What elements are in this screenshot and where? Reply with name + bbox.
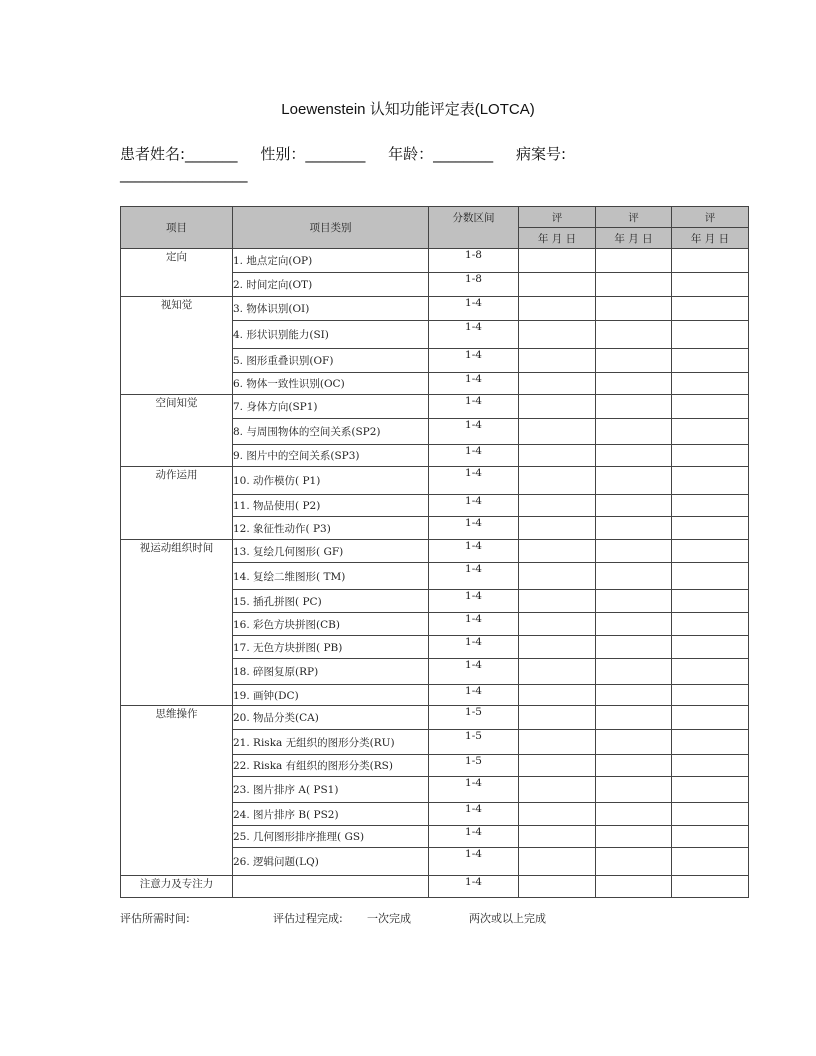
item-cell: 20. 物品分类(CA) bbox=[233, 706, 429, 730]
item-cell: 18. 碎图复原(RP) bbox=[233, 659, 429, 685]
score-entry-cell-2[interactable] bbox=[596, 373, 672, 395]
item-cell: 25. 几何图形排序推理( GS) bbox=[233, 826, 429, 848]
score-range-cell: 1-4 bbox=[429, 395, 519, 419]
score-range-cell: 1-5 bbox=[429, 730, 519, 755]
item-cell: 7. 身体方向(SP1) bbox=[233, 395, 429, 419]
score-entry-cell-2[interactable] bbox=[596, 590, 672, 613]
score-range-cell: 1-4 bbox=[429, 848, 519, 876]
header-eval-1: 评 bbox=[519, 207, 596, 228]
score-entry-cell-3[interactable] bbox=[672, 777, 749, 803]
score-entry-cell-1[interactable] bbox=[519, 706, 596, 730]
lotca-table bbox=[120, 206, 749, 898]
score-entry-cell-2[interactable] bbox=[596, 445, 672, 467]
score-entry-cell-2[interactable] bbox=[596, 777, 672, 803]
patient-name-field: 患者姓名:_______ bbox=[120, 145, 238, 163]
score-entry-cell-3[interactable] bbox=[672, 297, 749, 321]
table-row bbox=[121, 467, 749, 495]
score-entry-cell-2[interactable] bbox=[596, 419, 672, 445]
item-cell: 22. Riska 有组织的图形分类(RS) bbox=[233, 755, 429, 777]
score-entry-cell-1[interactable] bbox=[519, 249, 596, 273]
item-cell: 15. 插孔拼图( PC) bbox=[233, 590, 429, 613]
score-entry-cell-1[interactable] bbox=[519, 419, 596, 445]
footer-time-label: 评估所需时间: bbox=[120, 912, 190, 925]
item-cell: 1. 地点定向(OP) bbox=[233, 249, 429, 273]
score-range-cell: 1-4 bbox=[429, 467, 519, 495]
header-range: 分数区间 bbox=[429, 207, 519, 249]
score-range-cell: 1-4 bbox=[429, 590, 519, 613]
score-entry-cell-2[interactable] bbox=[596, 273, 672, 297]
item-cell: 8. 与周围物体的空间关系(SP2) bbox=[233, 419, 429, 445]
score-entry-cell-1[interactable] bbox=[519, 297, 596, 321]
table-row bbox=[121, 249, 749, 273]
score-entry-cell-1[interactable] bbox=[519, 613, 596, 636]
header-eval-2: 评 bbox=[596, 207, 672, 228]
score-entry-cell-1[interactable] bbox=[519, 467, 596, 495]
category-cell: 视知觉 bbox=[121, 297, 233, 395]
score-entry-cell-3[interactable] bbox=[672, 636, 749, 659]
score-entry-cell-3[interactable] bbox=[672, 321, 749, 349]
score-entry-cell-3[interactable] bbox=[672, 373, 749, 395]
table-row bbox=[121, 706, 749, 730]
score-entry-cell-1[interactable] bbox=[519, 563, 596, 590]
score-entry-cell-2[interactable] bbox=[596, 706, 672, 730]
score-range-cell: 1-5 bbox=[429, 755, 519, 777]
category-cell: 视运动组织时间 bbox=[121, 540, 233, 706]
score-entry-cell-1[interactable] bbox=[519, 373, 596, 395]
score-entry-cell-1[interactable] bbox=[519, 876, 596, 898]
score-entry-cell-2[interactable] bbox=[596, 395, 672, 419]
score-range-cell: 1-4 bbox=[429, 540, 519, 563]
header-item: 项目 bbox=[121, 207, 233, 249]
case-number-blank: _________________ bbox=[120, 165, 248, 183]
score-entry-cell-1[interactable] bbox=[519, 517, 596, 540]
score-entry-cell-2[interactable] bbox=[596, 755, 672, 777]
header-eval-3: 评 bbox=[672, 207, 749, 228]
score-range-cell: 1-4 bbox=[429, 826, 519, 848]
score-entry-cell-2[interactable] bbox=[596, 659, 672, 685]
score-entry-cell-3[interactable] bbox=[672, 395, 749, 419]
page-title: Loewenstein 认知功能评定表(LOTCA) bbox=[281, 101, 535, 118]
score-range-cell: 1-4 bbox=[429, 636, 519, 659]
score-entry-cell-1[interactable] bbox=[519, 685, 596, 706]
patient-info-line bbox=[120, 143, 566, 164]
footer-twice-option: 两次或以上完成 bbox=[469, 912, 546, 925]
score-entry-cell-3[interactable] bbox=[672, 273, 749, 297]
score-entry-cell-1[interactable] bbox=[519, 349, 596, 373]
score-entry-cell-3[interactable] bbox=[672, 730, 749, 755]
item-cell: 19. 画钟(DC) bbox=[233, 685, 429, 706]
score-range-cell: 1-4 bbox=[429, 803, 519, 826]
case-number-label: 病案号: bbox=[515, 145, 566, 163]
score-entry-cell-3[interactable] bbox=[672, 467, 749, 495]
score-range-cell: 1-4 bbox=[429, 659, 519, 685]
category-cell: 注意力及专注力 bbox=[121, 876, 233, 898]
score-entry-cell-3[interactable] bbox=[672, 613, 749, 636]
score-entry-cell-3[interactable] bbox=[672, 848, 749, 876]
score-entry-cell-3[interactable] bbox=[672, 755, 749, 777]
item-cell: 5. 图形重叠识别(OF) bbox=[233, 349, 429, 373]
header-date-2: 年 月 日 bbox=[596, 228, 672, 249]
score-range-cell: 1-4 bbox=[429, 349, 519, 373]
item-cell: 14. 复绘二维图形( TM) bbox=[233, 563, 429, 590]
score-entry-cell-1[interactable] bbox=[519, 848, 596, 876]
score-entry-cell-1[interactable] bbox=[519, 540, 596, 563]
score-entry-cell-3[interactable] bbox=[672, 826, 749, 848]
item-cell: 16. 彩色方块拼图(CB) bbox=[233, 613, 429, 636]
score-entry-cell-2[interactable] bbox=[596, 613, 672, 636]
footer-process-label: 评估过程完成: bbox=[273, 912, 343, 925]
item-cell bbox=[233, 876, 429, 898]
item-cell: 24. 图片排序 B( PS2) bbox=[233, 803, 429, 826]
item-cell: 3. 物体识别(OI) bbox=[233, 297, 429, 321]
header-date-1: 年 月 日 bbox=[519, 228, 596, 249]
table-row bbox=[121, 395, 749, 419]
score-entry-cell-1[interactable] bbox=[519, 755, 596, 777]
table-row bbox=[121, 540, 749, 563]
score-entry-cell-2[interactable] bbox=[596, 540, 672, 563]
score-entry-cell-2[interactable] bbox=[596, 321, 672, 349]
score-range-cell: 1-4 bbox=[429, 685, 519, 706]
score-entry-cell-1[interactable] bbox=[519, 659, 596, 685]
score-entry-cell-3[interactable] bbox=[672, 706, 749, 730]
score-range-cell: 1-8 bbox=[429, 249, 519, 273]
score-entry-cell-3[interactable] bbox=[672, 590, 749, 613]
footer-once-option: 一次完成 bbox=[367, 912, 411, 925]
item-cell: 2. 时间定向(OT) bbox=[233, 273, 429, 297]
table-row bbox=[121, 297, 749, 321]
patient-gender-field: 性别：________ bbox=[260, 145, 366, 163]
item-cell: 9. 图片中的空间关系(SP3) bbox=[233, 445, 429, 467]
score-entry-cell-2[interactable] bbox=[596, 495, 672, 517]
item-cell: 13. 复绘几何图形( GF) bbox=[233, 540, 429, 563]
item-cell: 23. 图片排序 A( PS1) bbox=[233, 777, 429, 803]
score-entry-cell-2[interactable] bbox=[596, 730, 672, 755]
score-range-cell: 1-4 bbox=[429, 495, 519, 517]
item-cell: 12. 象征性动作( P3) bbox=[233, 517, 429, 540]
score-entry-cell-2[interactable] bbox=[596, 297, 672, 321]
score-entry-cell-3[interactable] bbox=[672, 495, 749, 517]
score-entry-cell-1[interactable] bbox=[519, 803, 596, 826]
table-body bbox=[121, 249, 749, 898]
score-entry-cell-3[interactable] bbox=[672, 349, 749, 373]
score-entry-cell-2[interactable] bbox=[596, 803, 672, 826]
score-range-cell: 1-4 bbox=[429, 419, 519, 445]
score-entry-cell-1[interactable] bbox=[519, 495, 596, 517]
score-entry-cell-3[interactable] bbox=[672, 685, 749, 706]
score-entry-cell-3[interactable] bbox=[672, 445, 749, 467]
score-range-cell: 1-4 bbox=[429, 613, 519, 636]
score-entry-cell-2[interactable] bbox=[596, 826, 672, 848]
category-cell: 空间知觉 bbox=[121, 395, 233, 467]
score-entry-cell-3[interactable] bbox=[672, 540, 749, 563]
item-cell: 21. Riska 无组织的图形分类(RU) bbox=[233, 730, 429, 755]
score-entry-cell-1[interactable] bbox=[519, 590, 596, 613]
category-cell: 定向 bbox=[121, 249, 233, 297]
score-entry-cell-3[interactable] bbox=[672, 803, 749, 826]
score-range-cell: 1-8 bbox=[429, 273, 519, 297]
score-entry-cell-2[interactable] bbox=[596, 685, 672, 706]
item-cell: 11. 物品使用( P2) bbox=[233, 495, 429, 517]
score-entry-cell-3[interactable] bbox=[672, 419, 749, 445]
score-entry-cell-2[interactable] bbox=[596, 848, 672, 876]
score-entry-cell-3[interactable] bbox=[672, 563, 749, 590]
score-entry-cell-2[interactable] bbox=[596, 249, 672, 273]
item-cell: 6. 物体一致性识别(OC) bbox=[233, 373, 429, 395]
item-cell: 17. 无色方块拼图( PB) bbox=[233, 636, 429, 659]
item-cell: 10. 动作模仿( P1) bbox=[233, 467, 429, 495]
table-row bbox=[121, 876, 749, 898]
score-range-cell: 1-4 bbox=[429, 777, 519, 803]
score-range-cell: 1-4 bbox=[429, 517, 519, 540]
score-entry-cell-2[interactable] bbox=[596, 563, 672, 590]
score-entry-cell-1[interactable] bbox=[519, 321, 596, 349]
score-entry-cell-2[interactable] bbox=[596, 636, 672, 659]
score-range-cell: 1-4 bbox=[429, 321, 519, 349]
score-entry-cell-3[interactable] bbox=[672, 517, 749, 540]
score-entry-cell-1[interactable] bbox=[519, 273, 596, 297]
score-entry-cell-1[interactable] bbox=[519, 826, 596, 848]
score-entry-cell-1[interactable] bbox=[519, 730, 596, 755]
score-range-cell: 1-4 bbox=[429, 373, 519, 395]
item-cell: 26. 逻辑问题(LQ) bbox=[233, 848, 429, 876]
score-entry-cell-2[interactable] bbox=[596, 517, 672, 540]
category-cell: 动作运用 bbox=[121, 467, 233, 540]
score-entry-cell-3[interactable] bbox=[672, 249, 749, 273]
score-entry-cell-2[interactable] bbox=[596, 349, 672, 373]
patient-age-field: 年龄：________ bbox=[388, 145, 494, 163]
score-range-cell: 1-4 bbox=[429, 445, 519, 467]
item-cell: 4. 形状识别能力(SI) bbox=[233, 321, 429, 349]
score-range-cell: 1-4 bbox=[429, 297, 519, 321]
score-range-cell: 1-4 bbox=[429, 563, 519, 590]
header-date-3: 年 月 日 bbox=[672, 228, 749, 249]
score-range-cell: 1-5 bbox=[429, 706, 519, 730]
header-category: 项目类别 bbox=[233, 207, 429, 249]
score-entry-cell-2[interactable] bbox=[596, 876, 672, 898]
score-entry-cell-1[interactable] bbox=[519, 636, 596, 659]
category-cell: 思维操作 bbox=[121, 706, 233, 876]
score-entry-cell-3[interactable] bbox=[672, 876, 749, 898]
score-entry-cell-1[interactable] bbox=[519, 445, 596, 467]
score-entry-cell-1[interactable] bbox=[519, 395, 596, 419]
score-range-cell: 1-4 bbox=[429, 876, 519, 898]
score-entry-cell-3[interactable] bbox=[672, 659, 749, 685]
score-entry-cell-2[interactable] bbox=[596, 467, 672, 495]
score-entry-cell-1[interactable] bbox=[519, 777, 596, 803]
